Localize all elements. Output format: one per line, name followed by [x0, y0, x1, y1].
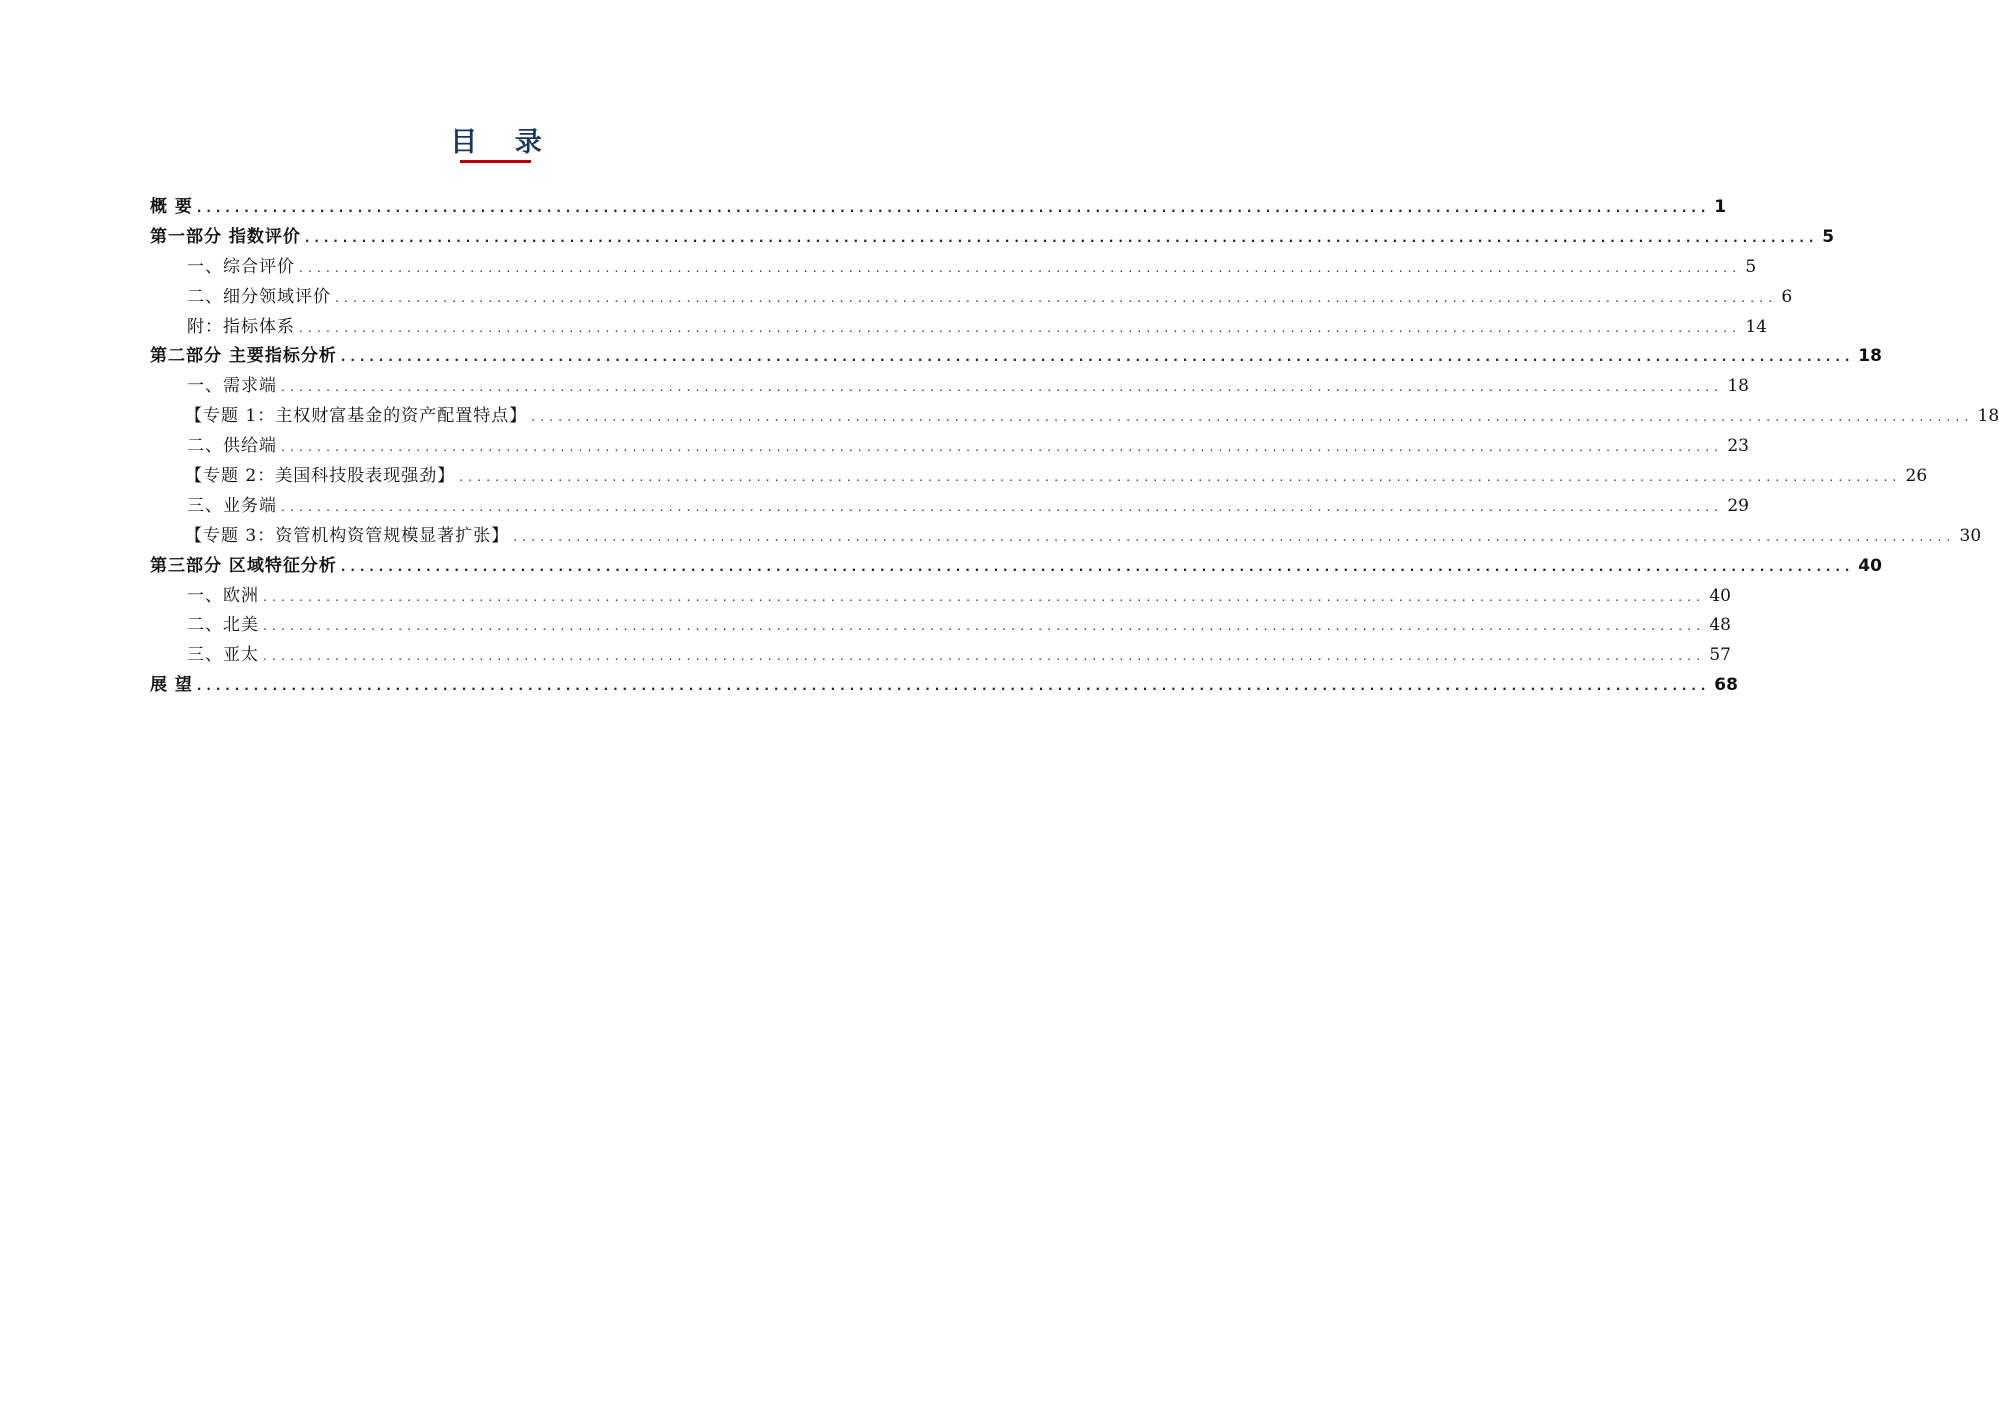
toc-entry-label: 三、业务端	[187, 495, 277, 516]
toc-entry-label: 二、北美	[187, 615, 259, 636]
toc-entry-label: 第三部分 区域特征分析	[150, 555, 337, 576]
toc-entry[interactable]	[150, 462, 1928, 492]
toc-dot-leader: ................................................................................................................................................................	[196, 201, 1711, 215]
toc-entry-label: 附：指标体系	[187, 316, 295, 337]
toc-entry[interactable]	[150, 671, 1738, 701]
toc-entry[interactable]	[150, 193, 1727, 223]
toc-entry-page-number: 68	[1714, 675, 1738, 696]
toc-entry-page-number: 23	[1727, 436, 1749, 457]
toc-entry-page-number: 5	[1822, 226, 1835, 247]
toc-entry-label: 【专题 3：资管机构资管规模显著扩张】	[185, 525, 510, 546]
toc-entry-page-number: 40	[1709, 585, 1731, 606]
toc-entry-label: 展 望	[150, 675, 193, 696]
toc-entry-page-number: 18	[1727, 376, 1749, 397]
toc-entry-label: 二、细分领域评价	[187, 286, 331, 307]
toc-entry-page-number: 48	[1709, 615, 1731, 636]
toc-entry-page-number: 30	[1959, 525, 1982, 546]
toc-entry[interactable]	[150, 611, 1731, 641]
toc-entry[interactable]	[150, 283, 1793, 313]
toc-dot-leader: ................................................................................................................................................................	[263, 619, 1706, 634]
toc-dot-leader: ................................................................................................................................................................	[263, 649, 1706, 664]
toc-entry[interactable]	[150, 313, 1767, 343]
toc-dot-leader: ................................................................................................................................................................	[299, 260, 1742, 275]
toc-entry-page-number: 40	[1858, 555, 1882, 576]
toc-entry-label: 三、亚太	[187, 645, 259, 666]
toc-entry[interactable]	[150, 552, 1882, 582]
toc-entry[interactable]	[150, 522, 1982, 552]
toc-entry[interactable]	[150, 253, 1757, 283]
toc-dot-leader: ................................................................................................................................................................	[196, 679, 1711, 694]
toc-dot-leader: ................................................................................................................................................................	[335, 290, 1778, 305]
toc-entry-label: 【专题 2：美国科技股表现强劲】	[185, 466, 456, 487]
toc-entry-page-number: 57	[1709, 645, 1731, 666]
page-title: 目 录	[450, 127, 556, 158]
toc-entry-label: 概 要	[150, 197, 193, 217]
toc-dot-leader: ................................................................................................................................................................	[299, 320, 1742, 335]
toc-entry-page-number: 29	[1727, 495, 1749, 516]
toc-dot-leader: ................................................................................................................................................................	[281, 380, 1724, 395]
toc-entry[interactable]	[150, 492, 1749, 522]
toc-entry[interactable]	[150, 372, 1749, 402]
toc-entry-label: 二、供给端	[187, 436, 277, 457]
toc-entry[interactable]	[150, 582, 1731, 612]
toc-entry[interactable]	[150, 402, 1999, 432]
toc-entry[interactable]	[150, 342, 1882, 372]
toc-dot-leader: ................................................................................................................................................................	[281, 440, 1724, 455]
title-underline	[460, 160, 531, 163]
toc-entry-page-number: 14	[1745, 316, 1767, 337]
table-of-contents	[150, 193, 1999, 701]
toc-entry-label: 一、需求端	[187, 376, 277, 397]
toc-entry-label: 第二部分 主要指标分析	[150, 346, 337, 367]
toc-entry-page-number: 1	[1714, 197, 1727, 217]
page-title-block	[0, 126, 992, 160]
toc-dot-leader: ................................................................................................................................................................	[281, 499, 1724, 514]
toc-dot-leader: ................................................................................................................................................................	[340, 559, 1855, 574]
toc-entry[interactable]	[150, 641, 1731, 671]
toc-entry-label: 一、欧洲	[187, 585, 259, 606]
toc-dot-leader: ................................................................................................................................................................	[340, 350, 1855, 365]
toc-entry-page-number: 5	[1745, 256, 1757, 277]
toc-entry-page-number: 18	[1858, 346, 1882, 367]
toc-dot-leader: ................................................................................................................................................................	[304, 230, 1819, 245]
toc-dot-leader: ................................................................................................................................................................	[531, 410, 1974, 425]
toc-dot-leader: ................................................................................................................................................................	[513, 529, 1956, 544]
toc-entry-page-number: 26	[1905, 466, 1928, 487]
toc-dot-leader: ................................................................................................................................................................	[263, 589, 1706, 604]
toc-entry[interactable]	[150, 432, 1749, 462]
toc-entry-label: 一、综合评价	[187, 256, 295, 277]
toc-entry-page-number: 6	[1781, 286, 1793, 307]
toc-entry-page-number: 18	[1977, 406, 1999, 427]
toc-entry-label: 【专题 1：主权财富基金的资产配置特点】	[185, 406, 528, 427]
toc-dot-leader: ................................................................................................................................................................	[459, 470, 1902, 485]
toc-entry[interactable]	[150, 223, 1835, 253]
toc-entry-label: 第一部分 指数评价	[150, 226, 301, 247]
